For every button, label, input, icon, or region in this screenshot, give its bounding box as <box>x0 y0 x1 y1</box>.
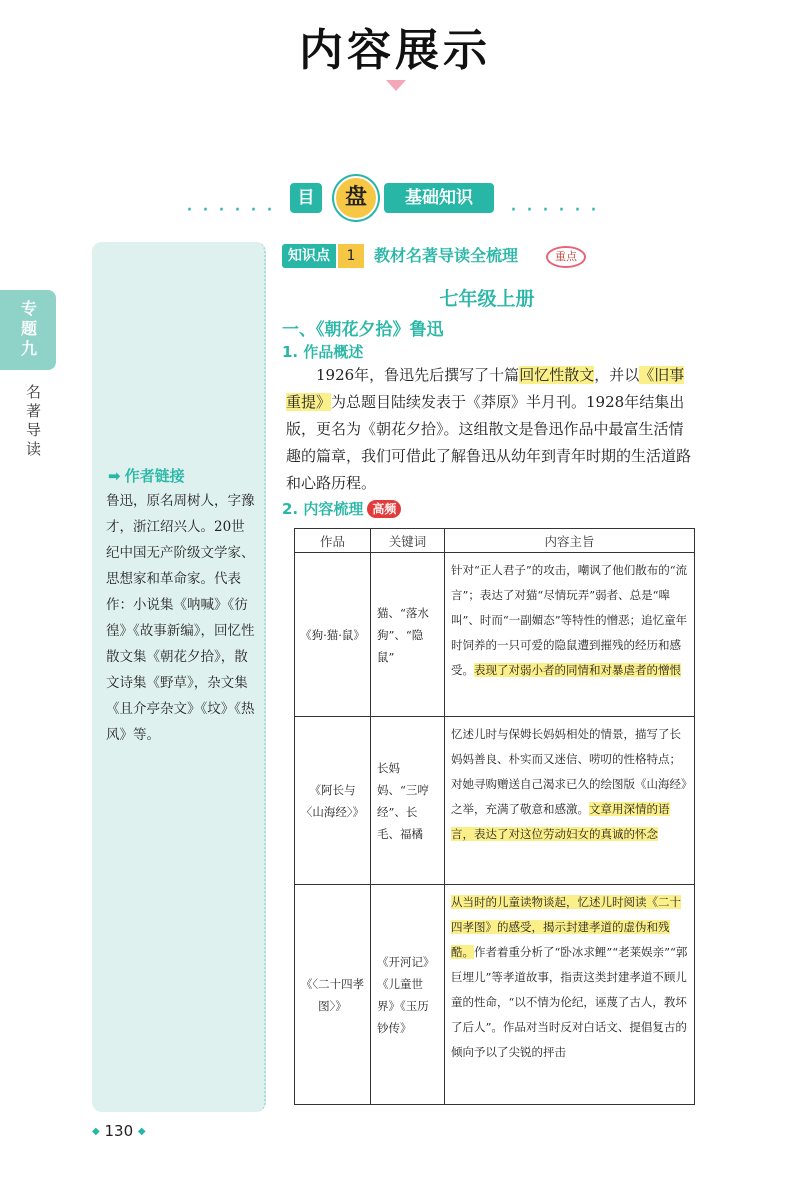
dots-right-decoration: ······ <box>510 198 606 223</box>
theme-cell <box>445 885 695 1105</box>
work-heading: 一、《朝花夕拾》鲁迅 <box>282 320 444 340</box>
author-heading-label: 作者链接 <box>124 467 185 485</box>
knowledge-point-tag: 知识点 <box>282 244 336 268</box>
diamond-icon: ◆ <box>92 1126 100 1137</box>
section-icon-box: 目 <box>290 183 322 213</box>
theme-highlight: 表现了对弱小者的同情和对暴虐者的憎恨 <box>474 663 681 677</box>
work-cell: 《狗·猫·鼠》 <box>295 553 371 717</box>
key-point-stamp: 重点 <box>546 246 586 268</box>
table-header: 关键词 <box>371 529 445 553</box>
diamond-icon: ◆ <box>137 1126 146 1137</box>
overview-text-1: 1926年，鲁迅先后撰写了十篇 <box>316 366 520 384</box>
page-number-value: 130 <box>104 1122 134 1140</box>
page-number <box>92 1122 146 1140</box>
knowledge-point-number: 1 <box>338 244 364 268</box>
banner-title: 内容展示 <box>299 25 491 76</box>
overview-heading: 1. 作品概述 <box>282 343 364 361</box>
table-header: 作品 <box>295 529 371 553</box>
theme-text: 针对“正人君子”的攻击，嘲讽了他们散布的“流言”；表达了对猫“尽情玩弄”弱者、总是“嗥叫”、时而“一副媚态”等特性的憎恶；追忆童年时饲养的一只可爱的隐鼠遭到摧残的经历和感受。 <box>451 563 688 677</box>
theme-text: 作者着重分析了“卧冰求鲤”“老莱娱亲”“郭巨埋儿”等孝道故事，指责这类封建孝道不顾儿童的性命，“以不情为伦纪，诬蔑了古人，教坏了后人”。作品对当时反对白话文、提倡复古的倾向予以了尖锐的抨击 <box>451 945 688 1059</box>
arrow-right-icon: ➡ <box>108 467 121 485</box>
grade-title: 七年级上册 <box>439 288 535 310</box>
overview-text-2: ，并以 <box>594 366 640 384</box>
content-table <box>294 528 695 1105</box>
author-heading <box>108 465 258 486</box>
high-frequency-badge: 高频 <box>367 500 401 518</box>
section-header <box>290 183 494 213</box>
banner-arrow-icon <box>386 80 406 91</box>
content-heading-label: 2. 内容梳理 <box>282 500 364 518</box>
section-circle-badge: 盘 <box>334 176 378 220</box>
theme-highlight: 从当时的儿童读物谈起，忆述儿时阅读《二十四孝图》的感受，揭示封建孝道的虚伪和残酷。 <box>451 895 681 959</box>
table-header-row <box>295 529 695 553</box>
section-label: 基础知识 <box>384 183 494 213</box>
keyword-cell: 长妈妈、“三哼经”、长毛、福橘 <box>371 717 445 885</box>
table-header: 内容主旨 <box>445 529 695 553</box>
table-row <box>295 553 695 717</box>
dots-left-decoration: ······ <box>186 198 282 223</box>
theme-highlight: 文章用深情的语言，表达了对这位劳动妇女的真诚的怀念 <box>451 802 670 841</box>
overview-text-3: 为总题目陆续发表于《莽原》半月刊。1928年结集出版，更名为《朝花夕拾》。这组散文是鲁迅作品中最富生活情趣的篇章，我们可借此了解鲁迅从幼年到青年时期的生活道路和心路历程。 <box>286 393 692 492</box>
table-row <box>295 885 695 1105</box>
work-cell: 《〈二十四孝图〉》 <box>295 885 371 1105</box>
overview-highlight-2: 《旧事重提》 <box>286 366 685 411</box>
theme-cell <box>445 717 695 885</box>
content-heading <box>282 498 401 519</box>
table-row <box>295 717 695 885</box>
theme-cell <box>445 553 695 717</box>
keyword-cell: 猫、“落水狗”、“隐鼠” <box>371 553 445 717</box>
topic-name-tab: 名著导读 <box>24 384 42 460</box>
topic-tab: 专题九 <box>0 290 56 370</box>
work-cell: 《阿长与〈山海经〉》 <box>295 717 371 885</box>
overview-paragraph <box>286 362 692 497</box>
knowledge-point-title: 教材名著导读全梳理 <box>374 246 519 265</box>
author-text: 鲁迅，原名周树人，字豫才，浙江绍兴人。20世纪中国无产阶级文学家、思想家和革命家。代表作：小说集《呐喊》《彷徨》《故事新编》，回忆性散文集《朝花夕拾》，散文诗集《野草》，杂文集《且介亭杂文》《坟》《热风》等。 <box>106 493 255 743</box>
keyword-cell: 《开河记》《儿童世界》《玉历钞传》 <box>371 885 445 1105</box>
theme-text: 忆述儿时与保姆长妈妈相处的情景，描写了长妈妈善良、朴实而又迷信、唠叨的性格特点；对她寻购赠送自己渴求已久的绘图版《山海经》之举，充满了敬意和感激。 <box>451 727 687 816</box>
overview-highlight-1: 回忆性散文 <box>519 366 595 384</box>
